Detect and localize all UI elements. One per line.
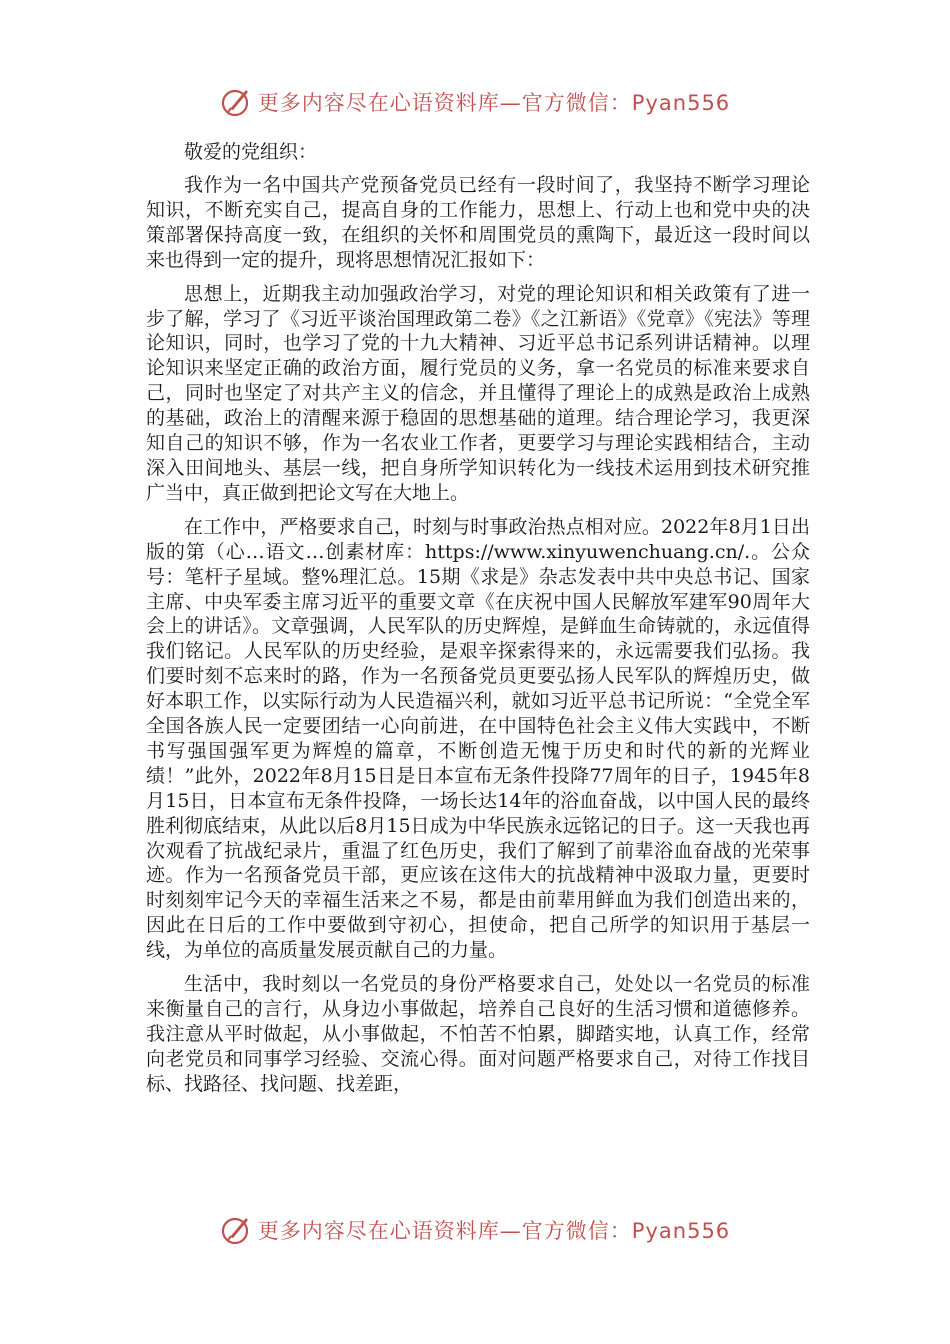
salutation: 敬爱的党组织： — [184, 141, 318, 163]
quill-pen-circle-icon — [220, 85, 254, 119]
paragraph-2: 思想上，近期我主动加强政治学习，对党的理论知识和相关政策有了进一步了解，学习了《习近平谈治国理政第二卷》《之江新语》《党章》《宪法》等理论知识，同时，也学习了党的十九大精神、习近平总书记系列讲话精神。以理论知识来坚定正确的政治方面，履行党员的义务，拿一名党员的标准来要求自己，同时也坚定了对共产主义的信念，并且懂得了理论上的成熟是政治上成熟的基础，政治上的清醒来源于稳固的思想基础的道理。结合理论学习，我更深知自己的知识不够，作为一名农业工作者，更要学习与理论实践相结合，主动深入田间地头、基层一线，把自身所学知识转化为一线技术运用到技术研究推广当中，真正做到把论文写在大地上。 — [146, 282, 810, 504]
paragraph-4: 生活中，我时刻以一名党员的身份严格要求自己，处处以一名党员的标准来衡量自己的言行，从身边小事做起，培养自己良好的生活习惯和道德修养。我注意从平时做起，从小事做起，不怕苦不怕累，脚踏实地，认真工作，经常向老党员和同事学习经验、交流心得。面对问题严格要求自己，对待工作找目标、找路径、找问题、找差距， — [146, 973, 810, 1095]
quill-pen-circle-icon — [220, 1213, 254, 1247]
header-banner-text: 更多内容尽在心语资料库—官方微信：Pyan556 — [257, 91, 731, 115]
footer-banner-text: 更多内容尽在心语资料库—官方微信：Pyan556 — [257, 1219, 731, 1243]
header-banner — [0, 82, 950, 122]
paragraph-1: 我作为一名中国共产党预备党员已经有一段时间了，我坚持不断学习理论知识，不断充实自己，提高自身的工作能力，思想上、行动上也和党中央的决策部署保持高度一致，在组织的关怀和周围党员的熏陶下，最近这一段时间以来也得到一定的提升，现将思想情况汇报如下： — [146, 174, 810, 271]
footer-banner — [0, 1210, 950, 1250]
paragraph-3: 在工作中，严格要求自己，时刻与时事政治热点相对应。2022年8月1日出版的第（心…语文…创素材库：https://www.xinyuwenchuang.cn/.。公众号：笔杆子星域。整%理汇总。15期《求是》杂志发表中共中央总书记、国家主席、中央军委主席习近平的重要文章《在庆祝中国人民解放军建军90周年大会上的讲话》。文章强调，人民军队的历史辉煌，是鲜血生命铸就的，永远值得我们铭记。人民军队的历史经验，是艰辛探索得来的，永远需要我们弘扬。我们要时刻不忘来时的路，作为一名预备党员更要弘扬人民军队的辉煌历史，做好本职工作，以实际行动为人民造福兴利，就如习近平总书记所说：“全党全军全国各族人民一定要团结一心向前进，在中国特色社会主义伟大实践中，不断书写强国强军更为辉煌的篇章，不断创造无愧于历史和时代的新的光辉业绩！”此外，2022年8月15日是日本宣布无条件投降77周年的日子，1945年8月15日，日本宣布无条件投降，一场长达14年的浴血奋战，以中国人民的最终胜利彻底结束，从此以后8月15日成为中华民族永远铭记的日子。这一天我也再次观看了抗战纪录片，重温了红色历史，我们了解到了前辈浴血奋战的光荣事迹。作为一名预备党员干部，更应该在这伟大的抗战精神中汲取力量，更要时时刻刻牢记今天的幸福生活来之不易，都是由前辈用鲜血为我们创造出来的，因此在日后的工作中要做到守初心，担使命，把自己所学的知识用于基层一线，为单位的高质量发展贡献自己的力量。 — [146, 515, 810, 962]
letter-body — [146, 140, 810, 1097]
